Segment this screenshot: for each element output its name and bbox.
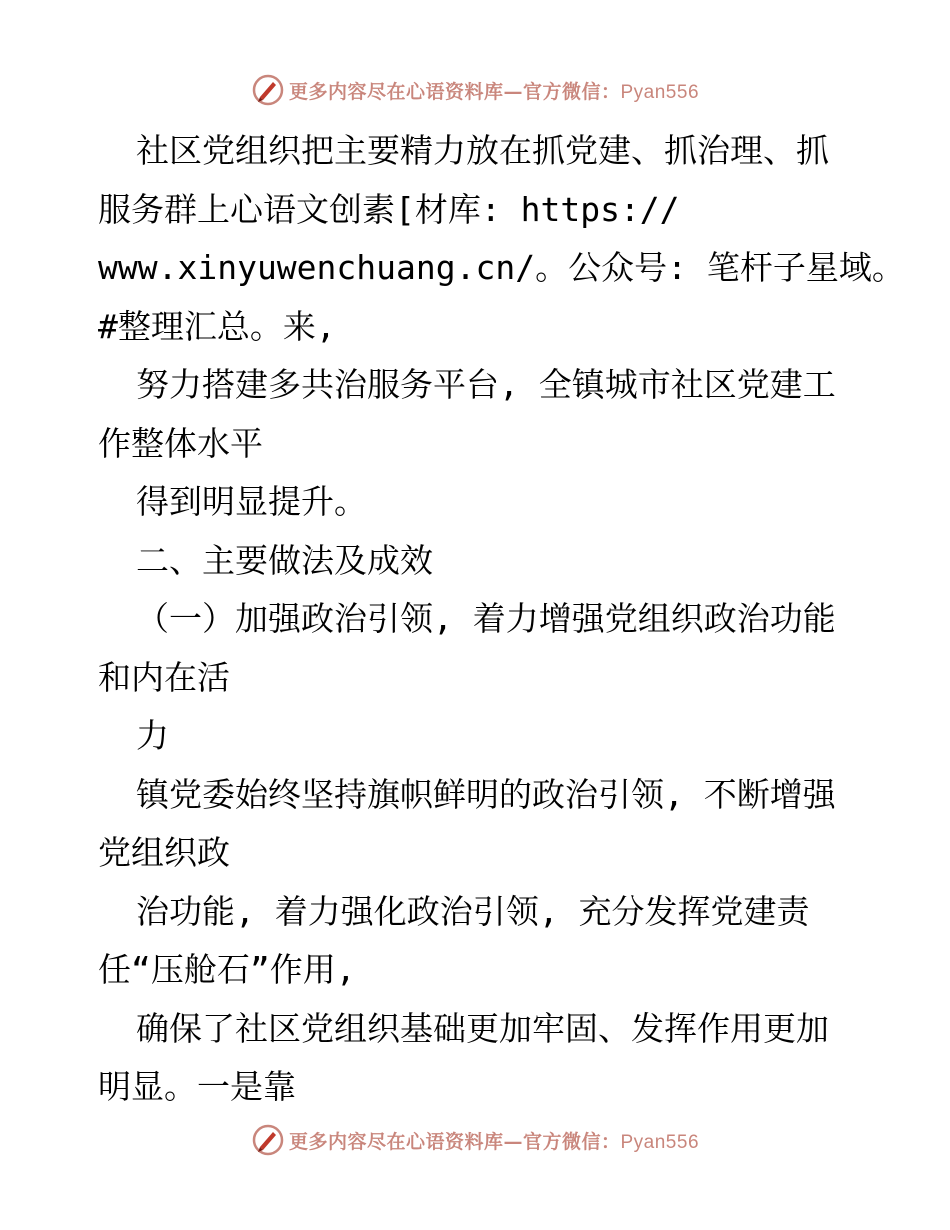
- text-line: 任“压舱石”作用,: [98, 950, 356, 989]
- footer-banner-wechat-id: Pyan556: [620, 1131, 700, 1153]
- header-banner-text: [289, 77, 699, 104]
- text-line: 确保了社区党组织基础更加牢固、发挥作用更加: [136, 1008, 829, 1048]
- text-line: 社区党组织把主要精力放在抓党建、抓治理、抓: [136, 131, 829, 170]
- text-line: 努力搭建多共治服务平台, 全镇城市社区党建工: [136, 365, 836, 404]
- text-line: 党组织政: [98, 833, 230, 872]
- footer-banner-label: 更多内容尽在心语资料库—官方微信：: [288, 1130, 621, 1153]
- header-banner-label: 更多内容尽在心语资料库—官方微信：: [288, 80, 621, 103]
- document-body: [98, 122, 905, 1117]
- text-line: 得到明显提升。: [136, 482, 367, 521]
- footer-banner: [0, 1120, 950, 1160]
- header-banner: [0, 70, 950, 110]
- text-line: 服务群上心语文创素[材库: https://: [98, 189, 680, 229]
- text-line: #整理汇总。来,: [98, 306, 336, 346]
- pen-logo-icon: [251, 1123, 285, 1157]
- text-line: 明显。一是靠: [98, 1067, 296, 1106]
- header-banner-wechat-id: Pyan556: [620, 81, 700, 103]
- text-line: 作整体水平: [98, 423, 263, 463]
- text-line: 治功能, 着力强化政治引领, 充分发挥党建责: [136, 891, 810, 931]
- pen-logo-icon: [251, 73, 285, 107]
- text-line: www.xinyuwenchuang.cn/。公众号: 笔杆子星域。: [98, 248, 905, 287]
- text-line: 镇党委始终坚持旗帜鲜明的政治引领, 不断增强: [136, 774, 836, 814]
- subsection-heading: （一）加强政治引领, 着力增强党组织政治功能: [136, 599, 836, 638]
- section-heading: 二、主要做法及成效: [136, 540, 433, 580]
- footer-banner-text: [289, 1127, 699, 1154]
- text-line: 和内在活: [98, 657, 230, 697]
- text-line: 力: [136, 716, 169, 755]
